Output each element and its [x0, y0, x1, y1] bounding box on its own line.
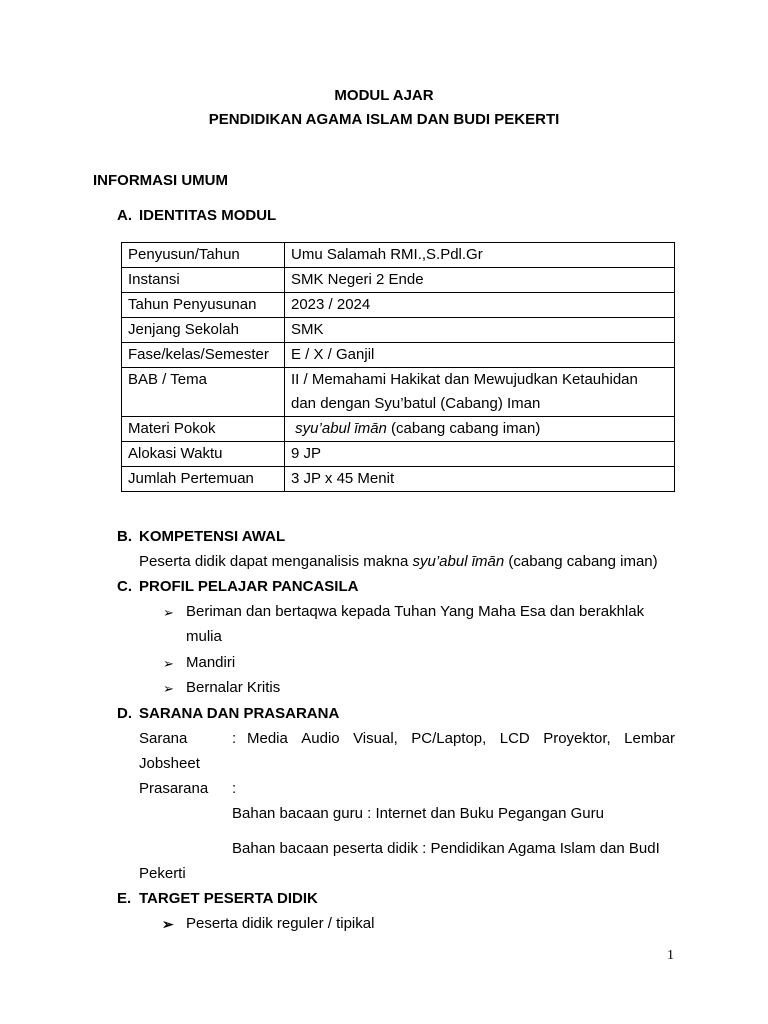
sarana-label: Sarana	[139, 730, 188, 747]
page-number: 1	[667, 948, 674, 963]
sarana-word: Visual,	[353, 730, 398, 747]
table-row	[122, 417, 675, 442]
table-key: Tahun Penyusunan	[122, 293, 285, 318]
table-row	[122, 467, 675, 492]
table-key: Jumlah Pertemuan	[122, 467, 285, 492]
text-italic: syu’abul īmān	[412, 553, 505, 570]
section-e-label: E.	[117, 890, 132, 907]
arrow-bullet-icon: ➢	[163, 605, 174, 620]
prasarana-colon: :	[232, 780, 237, 797]
arrow-bullet-icon: ➢	[163, 656, 174, 671]
table-row	[122, 343, 675, 368]
list-item: Bernalar Kritis	[186, 679, 281, 696]
prasarana-label: Prasarana	[139, 780, 209, 797]
table-value-line-2: dan dengan Syu’batul (Cabang) Iman	[291, 395, 541, 412]
section-d-title: SARANA DAN PRASARANA	[139, 705, 340, 722]
identitas-modul-table	[121, 242, 675, 492]
table-value	[285, 368, 675, 417]
bahan-bacaan-guru: Bahan bacaan guru : Internet dan Buku Pegangan Guru	[232, 805, 604, 822]
table-value: 3 JP x 45 Menit	[285, 467, 675, 492]
table-value: E / X / Ganjil	[285, 343, 675, 368]
table-key: Materi Pokok	[122, 417, 285, 442]
table-key: Instansi	[122, 268, 285, 293]
list-item: Mandiri	[186, 654, 236, 671]
table-value: 9 JP	[285, 442, 675, 467]
table-row	[122, 368, 675, 417]
section-c-label: C.	[117, 578, 132, 595]
sarana-word: Media	[247, 730, 288, 747]
table-value-line-1: II / Memahami Hakikat dan Mewujudkan Ketauhidan	[291, 371, 638, 388]
table-value-rest: (cabang cabang iman)	[386, 420, 541, 437]
table-key: Fase/kelas/Semester	[122, 343, 285, 368]
table-row	[122, 442, 675, 467]
document-subtitle: PENDIDIKAN AGAMA ISLAM DAN BUDI PEKERTI	[208, 111, 560, 128]
section-c-title: PROFIL PELAJAR PANCASILA	[139, 578, 359, 595]
text-part: Peserta didik dapat menganalisis makna	[139, 553, 413, 570]
bahan-bacaan-siswa: Bahan bacaan peserta didik : Pendidikan Agama Islam dan BudI	[232, 840, 660, 857]
section-d-label: D.	[117, 705, 132, 722]
section-a-title: IDENTITAS MODUL	[139, 207, 277, 224]
table-key: Penyusun/Tahun	[122, 243, 285, 268]
section-heading-informasi-umum: INFORMASI UMUM	[93, 172, 228, 189]
table-value	[285, 417, 675, 442]
bahan-bacaan-siswa-continuation: Pekerti	[139, 865, 186, 882]
sarana-word: PC/Laptop,	[411, 730, 487, 747]
document-title: MODUL AJAR	[334, 87, 434, 104]
table-value: Umu Salamah RMI.,S.Pdl.Gr	[285, 243, 675, 268]
sarana-colon: :	[232, 730, 237, 747]
sarana-word: LCD	[499, 730, 530, 747]
sarana-text-continuation: Jobsheet	[139, 755, 200, 772]
sarana-text	[247, 730, 675, 748]
list-item-continuation: mulia	[186, 628, 222, 645]
table-row	[122, 293, 675, 318]
arrow-bullet-icon: ➢	[163, 681, 174, 696]
sarana-word: Proyektor,	[543, 730, 611, 747]
list-item: Beriman dan bertaqwa kepada Tuhan Yang Maha Esa dan berakhlak	[186, 603, 645, 620]
table-key: Jenjang Sekolah	[122, 318, 285, 343]
section-b-title: KOMPETENSI AWAL	[139, 528, 286, 545]
table-row	[122, 243, 675, 268]
table-value: SMK	[285, 318, 675, 343]
table-key: Alokasi Waktu	[122, 442, 285, 467]
text-part: (cabang cabang iman)	[504, 553, 658, 570]
sarana-word: Audio	[301, 730, 340, 747]
table-value: 2023 / 2024	[285, 293, 675, 318]
table-row	[122, 318, 675, 343]
table-value-italic: syu’abul īmān	[295, 420, 387, 437]
arrow-bullet-icon: ➢	[162, 916, 174, 932]
sarana-word: Lembar	[624, 730, 675, 747]
table-key: BAB / Tema	[122, 368, 285, 417]
table-row	[122, 268, 675, 293]
section-a-label: A.	[117, 207, 132, 224]
section-b-label: B.	[117, 528, 132, 545]
kompetensi-awal-text	[139, 553, 658, 571]
table-value: SMK Negeri 2 Ende	[285, 268, 675, 293]
section-e-title: TARGET PESERTA DIDIK	[139, 890, 318, 907]
list-item: Peserta didik reguler / tipikal	[186, 915, 375, 932]
